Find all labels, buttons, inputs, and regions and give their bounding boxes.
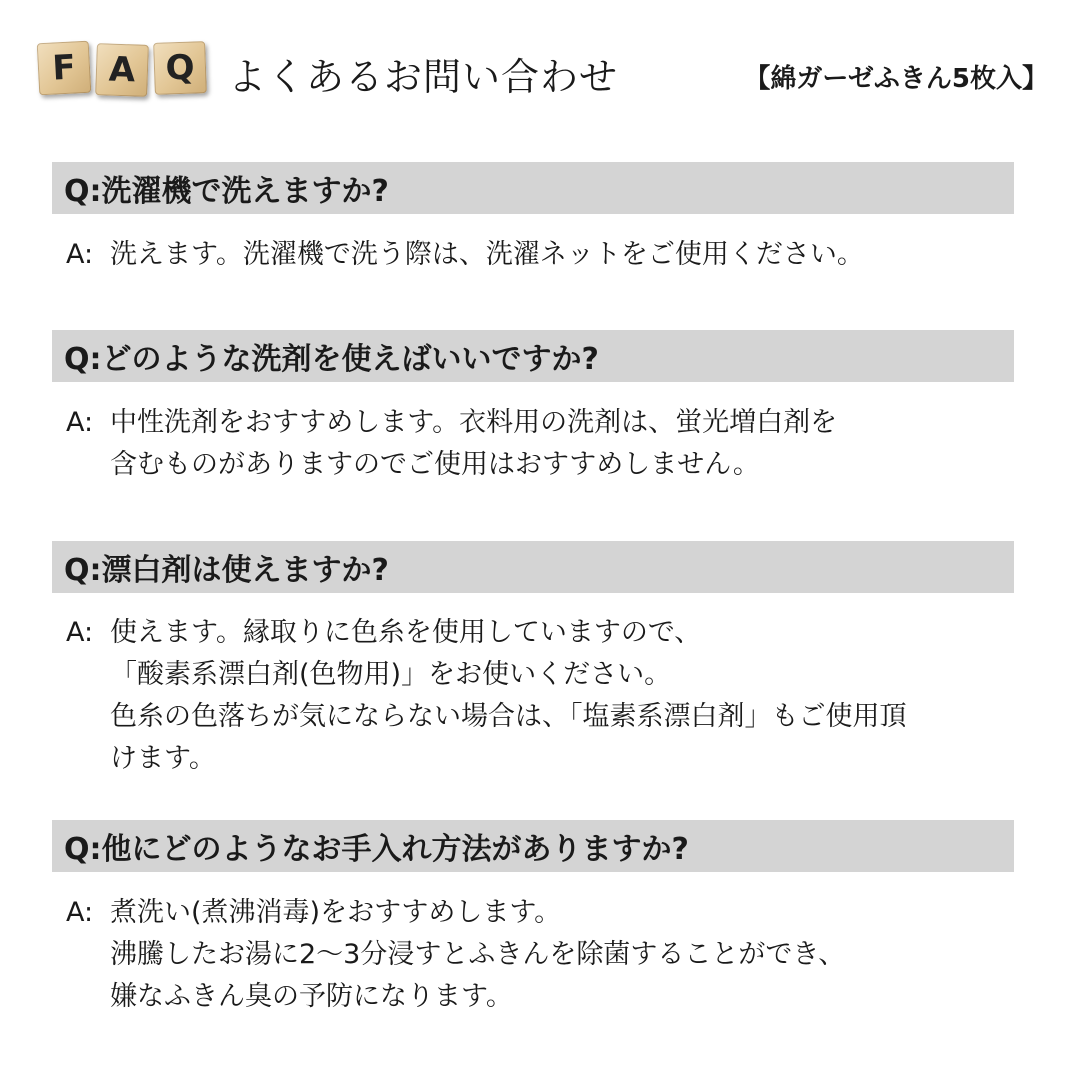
answer-line (66, 444, 1026, 486)
product-name: 【綿ガーゼふきん5枚入】 (744, 64, 1048, 94)
faq-answer-1 (66, 234, 1026, 276)
faq-question-1 (52, 162, 1014, 214)
faq-question-4 (52, 820, 1014, 872)
tile-f: F (37, 41, 92, 96)
answer-prefix: A: (66, 407, 94, 438)
faq-question-2 (52, 330, 1014, 382)
answer-prefix: A: (66, 617, 94, 648)
page-title: よくあるお問い合わせ (228, 55, 619, 99)
answer-prefix: A: (66, 239, 94, 270)
answer-prefix: A: (66, 897, 94, 928)
answer-line (66, 654, 1026, 696)
answer-line (66, 934, 1026, 976)
answer-text: 沸騰したお湯に2〜3分浸すとふきんを除菌することができ、 (110, 939, 846, 970)
faq-answer-3 (66, 612, 1026, 780)
answer-text: けます。 (110, 743, 216, 774)
answer-text: 中性洗剤をおすすめします。衣料用の洗剤は、蛍光増白剤を (110, 407, 838, 438)
answer-line (66, 696, 1026, 738)
answer-line (66, 976, 1026, 1018)
answer-text: 色糸の色落ちが気にならない場合は、「塩素系漂白剤」もご使用頂 (110, 701, 907, 732)
answer-line (66, 738, 1026, 780)
faq-header (38, 40, 1048, 102)
answer-line (66, 612, 1026, 654)
answer-text: 嫌なふきん臭の予防になります。 (110, 981, 513, 1012)
question-text: Q:どのような洗剤を使えばいいですか? (64, 342, 599, 377)
tile-a: A (95, 43, 149, 97)
question-text: Q:漂白剤は使えますか? (64, 553, 389, 588)
faq-answer-2 (66, 402, 1026, 486)
answer-text: 煮洗い(煮沸消毒)をおすすめします。 (110, 897, 562, 928)
question-text: Q:他にどのようなお手入れ方法がありますか? (64, 832, 689, 867)
answer-line (66, 402, 1026, 444)
answer-text: 「酸素系漂白剤(色物用)」をお使いください。 (110, 659, 672, 690)
answer-text: 含むものがありますのでご使用はおすすめしません。 (110, 449, 760, 480)
answer-line (66, 234, 1026, 276)
answer-line (66, 892, 1026, 934)
question-text: Q:洗濯機で洗えますか? (64, 174, 389, 209)
answer-text: 洗えます。洗濯機で洗う際は、洗濯ネットをご使用ください。 (110, 239, 864, 270)
faq-tiles-logo (38, 42, 206, 96)
tile-q: Q (153, 41, 207, 95)
faq-question-3 (52, 541, 1014, 593)
faq-answer-4 (66, 892, 1026, 1018)
answer-text: 使えます。縁取りに色糸を使用していますので、 (110, 617, 702, 648)
